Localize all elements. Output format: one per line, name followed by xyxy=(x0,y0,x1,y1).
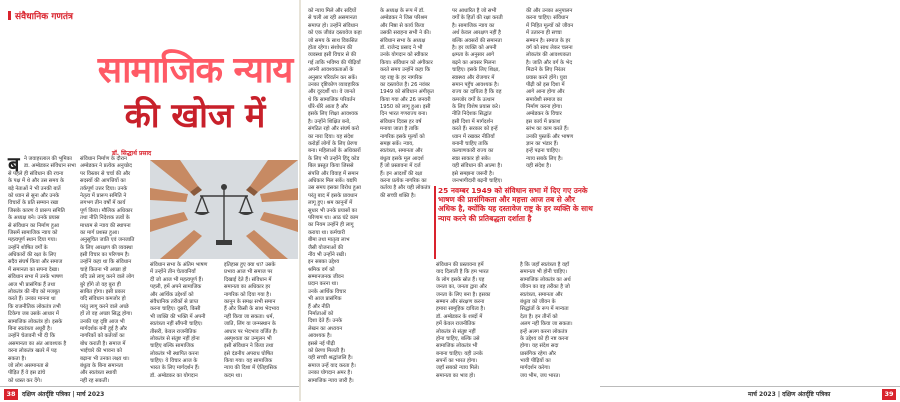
right-footer-text: मार्च 2023 | दक्षिण अंतर्दृष्टि पत्रिका xyxy=(748,391,831,398)
left-footer-text: दक्षिण अंतर्दृष्टि पत्रिका | मार्च 2023 xyxy=(22,391,105,398)
body-column-3: संविधान सभा के अंतिम भाषण में उन्होंने तीन चेतावनियाँ दीं जो आज भी महत्वपूर्ण हैं। पहली, हमें अपने सामाजिक और आर्थिक उद्देश्यों को संवैधानिक तरीकों से प्राप्त करना चाहिए। दूसरी, किसी भी व्यक्ति की भक्ति में अपनी स्वतंत्रता नहीं सौंपनी चाहिए। तीसरी, केवल राजनीतिक लोकतंत्र से संतुष्ट नहीं होना चाहिए बल्कि सामाजिक लोकतंत्र भी स्थापित करना चाहिए। ये विचार आज के भारत के लिए मार्गदर्शन हैं। डॉ. अम्बेडकर का योगदान xyxy=(150,262,208,379)
right-page-number: 39 xyxy=(882,389,896,400)
body-column-8: की और उनका अनुपालन करना चाहिए। संविधान में निहित मूल्यों को जीवन में उतारना ही सच्चा सम्मान है। समाज के हर वर्ग को साथ लेकर चलना लोकतंत्र की आवश्यकता है। जाति और वर्ग के भेद मिटाने के लिए निरंतर प्रयास करने होंगे। युवा पीढ़ी को इस दिशा में आगे आना होगा और समावेशी समाज का निर्माण करना होगा। अम्बेडकर के विचार इस कार्य में प्रकाश स्तंभ का काम करते हैं। उनकी पुस्तकें और भाषण ज्ञान का भंडार हैं। इन्हें पढ़ना चाहिए। न्याय सबके लिए है। यही संदेश है। xyxy=(526,8,574,170)
body-column-7: पर आधारित है जो सभी वर्गों के हितों की रक्षा करती है। सामाजिक न्याय का अर्थ केवल आरक्षण नहीं है बल्कि अवसरों की समानता है। हर व्यक्ति को अपनी क्षमता के अनुसार आगे बढ़ने का अवसर मिलना चाहिए। इसके लिए शिक्षा, स्वास्थ्य और रोजगार में समान पहुँच आवश्यक है। राज्य का दायित्व है कि वह कमजोर वर्गों के उत्थान के लिए विशेष प्रयास करे। नीति निदेशक सिद्धांत इसी दिशा में मार्गदर्शन करते हैं। सरकार को इन्हें ध्यान में रखकर नीतियाँ बनानी चाहिए ताकि कल्याणकारी राज्य का स्वप्न साकार हो सके। यही संविधान की आत्मा है। इसे समझना जरूरी है। जनभागीदारी बढ़नी चाहिए। xyxy=(452,8,503,184)
drop-cap: ब xyxy=(8,152,20,176)
left-page xyxy=(0,0,300,401)
pull-quote: 25 नवम्बर 1949 को संविधान सभा में दिए गए उनके भाषण की प्रासंगिकता और महत्ता आज तब से और अधिक है, क्योंकि यह दस्तावेज राष्ट्र के हर व्यक्ति के साथ न्याय करने की प्रतिबद्धता दर्शाता है xyxy=(438,186,593,223)
body-column-1: ने जवाहरलाल की भूमिका डा. अम्बेडकर संविधान सभा से पहले ही संविधान की रचना के पक्ष में थे और उस समय के बड़े नेताओं ने भी उनकी बातें को ध्यान से सुना और उनके विचारों के प्रति सम्मान रखा जिसके कारण वे प्रारूप समिति के अध्यक्ष बने। उनके प्रयास से संविधान का निर्माण हुआ जिसमें सामाजिक न्याय को महत्वपूर्ण स्थान दिया गया। उन्होंने शोषित वर्गों के अधिकारों की रक्षा के लिए सदैव संघर्ष किया और समाज में समानता का सपना देखा। संविधान सभा में उनके भाषण आज भी प्रासंगिक हैं तथा लोकतंत्र की नींव को मजबूत करते हैं। उनका मानना था कि राजनीतिक लोकतंत्र तभी टिकेगा जब उसके आधार में सामाजिक लोकतंत्र हो। इसके बिना स्वतंत्रता अधूरी है। उन्होंने चेतावनी भी दी कि असमानता का अंत आवश्यक है वरना लोकतंत्र खतरे में पड़ सकता है। जो लोग असमानता से पीड़ित हैं वे इस ढांचे को ध्वस्त कर देंगे। xyxy=(8,156,76,384)
section-tag xyxy=(8,9,73,22)
body-column-5: को न्याय मिले और सदियों से चली आ रही असमानता समाप्त हो। उन्होंने संविधान को एक जीवंत दस्तावेज कहा जो समय के साथ विकसित होता रहेगा। संशोधन की व्यवस्था इसी विचार से की गई ताकि भविष्य की पीढ़ियाँ अपनी आवश्यकताओं के अनुसार परिवर्तन कर सकें। उनका दृष्टिकोण व्यावहारिक और दूरदर्शी था। वे जानते थे कि सामाजिक परिवर्तन धीरे-धीरे आता है और इसके लिए शिक्षा आवश्यक है। उन्होंने शिक्षित बनो, संगठित रहो और संघर्ष करो का नारा दिया। यह संदेश करोड़ों लोगों के लिए प्रेरणा बना। महिलाओं के अधिकारों के लिए भी उन्होंने हिंदू कोड बिल प्रस्तुत किया जिससे संपत्ति और विवाह में समान अधिकार मिल सकें। यद्यपि उस समय इसका विरोध हुआ परंतु बाद में इसके प्रावधान लागू हुए। श्रम कानूनों में सुधार भी उनके प्रयासों का परिणाम था। आठ घंटे काम का नियम उन्होंने ही लागू कराया था। कर्मचारी बीमा तथा मातृत्व लाभ जैसी योजनाओं की नींव भी उन्होंने रखी। इन सबका उद्देश्य श्रमिक वर्ग को सम्मानजनक जीवन प्रदान करना था। उनके आर्थिक विचार भी आज प्रासंगिक हैं और नीति निर्माताओं को दिशा देते हैं। उनके लेखन का अध्ययन आवश्यक है। इससे नई पीढ़ी को प्रेरणा मिलती है। यही सच्ची श्रद्धांजलि है। समाज उन्हें याद करता है। उनका योगदान अमर है। सामाजिक न्याय जारी है। xyxy=(308,8,362,384)
article-title xyxy=(95,50,295,136)
title-line-1: सामाजिक न्याय xyxy=(97,50,293,91)
author-byline: डॉ. सिद्धार्थ प्रसाद xyxy=(112,150,152,157)
left-footer xyxy=(0,386,300,402)
body-column-4: इतिहास हुए क्या था? उसके प्रभाव आज भी समाज पर दिखाई देते हैं। संविधान में समानता का अधिकार हर नागरिक को दिया गया है। कानून के समक्ष सभी समान हैं और किसी के साथ भेदभाव नहीं किया जा सकता। धर्म, जाति, लिंग या जन्मस्थान के आधार पर भेदभाव वर्जित है। अस्पृश्यता का उन्मूलन भी इसी संविधान ने किया तथा इसे दंडनीय अपराध घोषित किया गया। यह सामाजिक न्याय की दिशा में ऐतिहासिक कदम था। xyxy=(224,262,280,379)
right-footer xyxy=(600,386,900,402)
article-photo xyxy=(150,160,298,259)
title-line-2: की खोज में xyxy=(124,96,266,136)
pull-quote-bar xyxy=(434,186,436,259)
right-page xyxy=(300,0,894,401)
body-column-2: संविधान निर्माण के दौरान अम्बेडकर ने प्रत्येक अनुच्छेद पर विस्तार से चर्चा की और सदस्यों की आपत्तियों का तर्कपूर्ण उत्तर दिया। उनके नेतृत्व में प्रारूप समिति ने लगभग तीन वर्षों में कार्य पूर्ण किया। मौलिक अधिकार तथा नीति निदेशक तत्वों के माध्यम से न्याय की स्थापना का मार्ग प्रशस्त हुआ। अनुसूचित जाति एवं जनजाति के लिए आरक्षण की व्यवस्था इसी विचार का परिणाम है। उन्होंने कहा था कि संविधान चाहे कितना भी अच्छा हो यदि उसे लागू करने वाले लोग बुरे होंगे तो वह बुरा ही साबित होगा। इसी प्रकार यदि संविधान कमजोर हो परंतु लागू करने वाले अच्छे हों तो वह अच्छा सिद्ध होगा। उनकी यह दृष्टि आज भी मार्गदर्शक बनी हुई है और नागरिकों को कर्तव्यों का बोध कराती है। समाज में भाईचारे की भावना को बढ़ाना भी उनका लक्ष्य था। बंधुत्व के बिना समानता और स्वतंत्रता स्थायी नहीं रह सकतीं। xyxy=(80,156,135,384)
justice-scale-hands-illustration xyxy=(150,160,298,259)
left-page-number: 38 xyxy=(4,389,18,400)
body-column-9: संविधान की प्रस्तावना हमें याद दिलाती है कि हम भारत के लोग इसके स्रोत हैं। यह जनता का, जनता द्वारा और जनता के लिए बना है। इसका सम्मान और संरक्षण करना हमारा सामूहिक दायित्व है। डॉ. अम्बेडकर के शब्दों में हमें केवल राजनीतिक लोकतंत्र से संतुष्ट नहीं होना चाहिए, बल्कि उसे सामाजिक लोकतंत्र भी बनाना चाहिए। यही उनके सपनों का भारत होगा। जहाँ सबको न्याय मिले। समानता का भाव हो। xyxy=(436,262,491,379)
body-column-6: के अध्यक्ष के रूप में डॉ. अम्बेडकर ने जिस परिश्रम और निष्ठा से कार्य किया उसकी सराहना सभी ने की। संविधान सभा के अध्यक्ष डॉ. राजेन्द्र प्रसाद ने भी उनके योगदान को स्वीकार किया। संविधान को अंगीकार करते समय उन्होंने कहा कि यह राष्ट्र के हर नागरिक का दस्तावेज है। 26 नवंबर 1949 को संविधान अंगीकृत किया गया और 26 जनवरी 1950 को लागू हुआ। इसी दिन भारत गणराज्य बना। संविधान दिवस हर वर्ष मनाया जाता है ताकि नागरिक इसके मूल्यों को समझ सकें। न्याय, स्वतंत्रता, समानता और बंधुत्व इसके मूल आदर्श हैं जो प्रस्तावना में दर्ज हैं। इन आदर्शों की रक्षा करना प्रत्येक नागरिक का कर्तव्य है और यही लोकतंत्र की सच्ची शक्ति है। xyxy=(380,8,434,199)
body-column-10: है कि जहाँ स्वतंत्रता है वहाँ समानता भी होनी चाहिए। सामाजिक लोकतंत्र का अर्थ जीवन का वह तरीका है जो स्वतंत्रता, समानता और बंधुत्व को जीवन के सिद्धांतों के रूप में मान्यता देता है। इन तीनों को अलग नहीं किया जा सकता। इन्हें अलग करना लोकतंत्र के उद्देश्य को ही नष्ट करना होगा। यह संदेश सदा प्रासंगिक रहेगा और भावी पीढ़ियों का मार्गदर्शन करेगा। जय भीम, जय भारत। xyxy=(520,262,573,379)
section-label: संवैधानिक गणतंत्र xyxy=(15,12,73,22)
